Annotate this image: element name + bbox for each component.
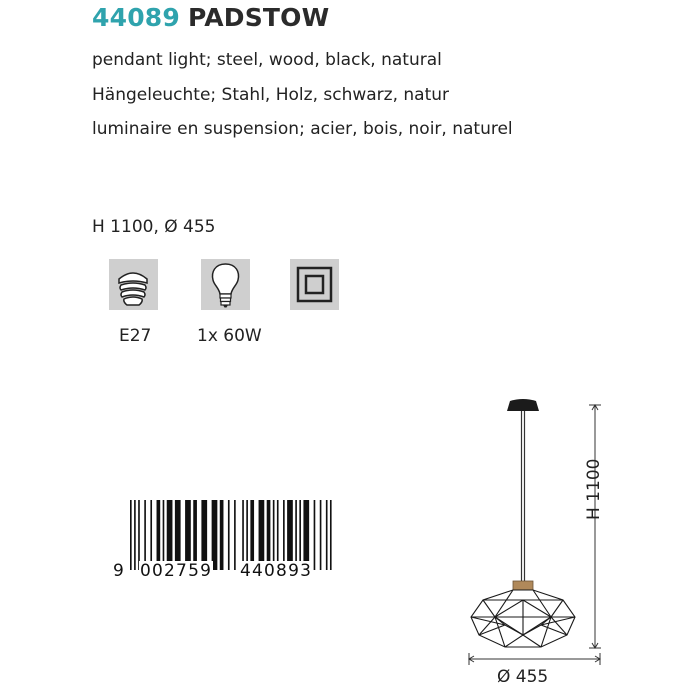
barcode-bar [242,500,244,570]
barcode-left-group: 002759 [140,561,213,581]
barcode-digits [106,561,334,585]
barcode-bar [303,500,309,570]
barcode-bar [167,500,173,570]
barcode-bar [150,500,152,570]
light-bulb-icon [201,259,250,310]
barcode [106,498,334,586]
e27-socket-icon [109,259,158,310]
barcode-bar [330,500,332,570]
canopy [507,399,539,411]
product-name: PADSTOW [187,3,330,32]
barcode-right-group: 440893 [240,561,313,581]
barcode-bar [130,500,132,570]
barcode-bar [163,500,165,570]
barcode-bar [144,500,146,570]
barcode-bar [314,500,316,570]
height-label: H 1100 [584,458,604,520]
wattage-label: 1x 60W [197,326,262,346]
width-label: Ø 455 [497,667,549,687]
barcode-bar [299,500,301,570]
product-title [92,3,329,32]
barcode-bar [277,500,279,570]
wire-cage [471,590,575,647]
barcode-bar [273,500,275,570]
product-number: 44089 [92,3,180,32]
barcode-bar [320,500,322,570]
barcode-bar [246,500,248,570]
barcode-bar [295,500,297,570]
barcode-bar [220,500,224,570]
wood-holder [513,581,533,590]
barcode-bar [267,500,271,570]
socket-label: E27 [119,326,152,346]
description-de: Hängeleuchte; Stahl, Holz, schwarz, natur [92,85,450,105]
barcode-bar [287,500,293,570]
barcode-bar [228,500,230,570]
protection-class-2-icon [290,259,339,310]
barcode-bar [259,500,265,570]
width-dimension-line [467,652,602,666]
barcode-bar [138,500,140,570]
barcode-bar [201,500,207,570]
barcode-bar [134,500,136,570]
description-en: pendant light; steel, wood, black, natural [92,50,442,70]
barcode-bar [193,500,197,570]
barcode-bar [157,500,161,570]
barcode-bar [326,500,328,570]
barcode-bar [212,500,218,570]
dimensions-text: H 1100, Ø 455 [92,217,216,237]
barcode-bar [250,500,254,570]
barcode-bar [234,500,236,570]
barcode-bar [175,500,181,570]
barcode-first-digit: 9 [113,561,124,581]
barcode-bar [283,500,285,570]
description-fr: luminaire en suspension; acier, bois, noir, naturel [92,119,513,139]
lamp-drawing [455,395,655,665]
barcode-bar [185,500,191,570]
